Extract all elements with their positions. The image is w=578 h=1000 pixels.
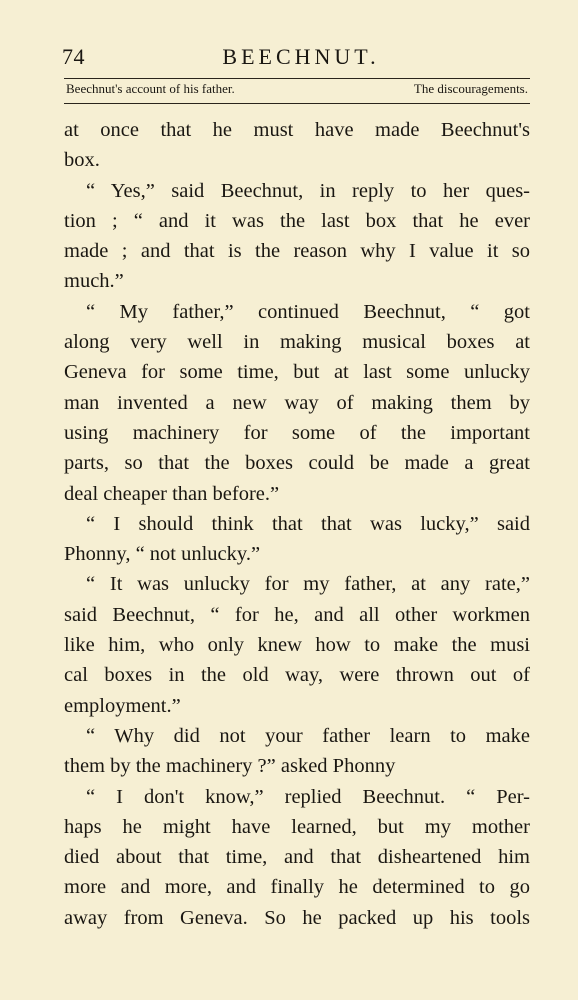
text-line: haps he might have learned, but my mother <box>64 815 530 838</box>
text-line: “ Why did not your father learn to make <box>86 724 530 747</box>
text-line: “ Yes,” said Beechnut, in reply to her ques- <box>86 179 530 202</box>
body-text <box>64 115 530 933</box>
text-line: tion ; “ and it was the last box that he ever <box>64 209 530 232</box>
text-line: man invented a new way of making them by <box>64 391 530 414</box>
text-line: along very well in making musical boxes at <box>64 331 530 354</box>
text-line: using machinery for some of the important <box>64 421 530 444</box>
text-line: more and more, and finally he determined to go <box>64 876 530 899</box>
text-line: box. <box>64 149 100 172</box>
header-rule-top <box>64 78 530 79</box>
text-line: Geneva for some time, but at last some unlucky <box>64 361 530 384</box>
subhead-right: The discouragements. <box>413 81 528 96</box>
text-line: Phonny, “ not unlucky.” <box>64 543 261 566</box>
page-number: 74 <box>62 44 85 69</box>
text-line: died about that time, and that disheartened him <box>64 846 530 869</box>
text-line: them by the machinery ?” asked Phonny <box>64 755 396 778</box>
text-line: said Beechnut, “ for he, and all other workmen <box>64 603 530 626</box>
text-line: at once that he must have made Beechnut's <box>64 119 530 141</box>
text-line: deal cheaper than before.” <box>64 482 280 505</box>
text-line: employment.” <box>64 694 181 717</box>
text-line: cal boxes in the old way, were thrown out of <box>64 664 530 687</box>
text-line: “ I should think that that was lucky,” said <box>86 512 530 535</box>
running-title: BEECHNUT. <box>222 44 380 69</box>
page-header <box>62 44 532 74</box>
text-line: away from Geneva. So he packed up his tools <box>64 906 530 929</box>
text-line: “ It was unlucky for my father, at any rate,” <box>86 573 530 596</box>
header-rule-bottom <box>64 103 530 104</box>
text-line: like him, who only knew how to make the musi <box>64 634 530 657</box>
text-line: much.” <box>64 270 124 293</box>
subhead-left: Beechnut's account of his father. <box>66 81 235 96</box>
text-line: made ; and that is the reason why I value it so <box>64 240 530 263</box>
text-line: “ I don't know,” replied Beechnut. “ Per- <box>86 785 530 808</box>
text-line: parts, so that the boxes could be made a great <box>64 452 530 475</box>
text-line: “ My father,” continued Beechnut, “ got <box>86 300 530 323</box>
subheadings <box>66 80 528 102</box>
